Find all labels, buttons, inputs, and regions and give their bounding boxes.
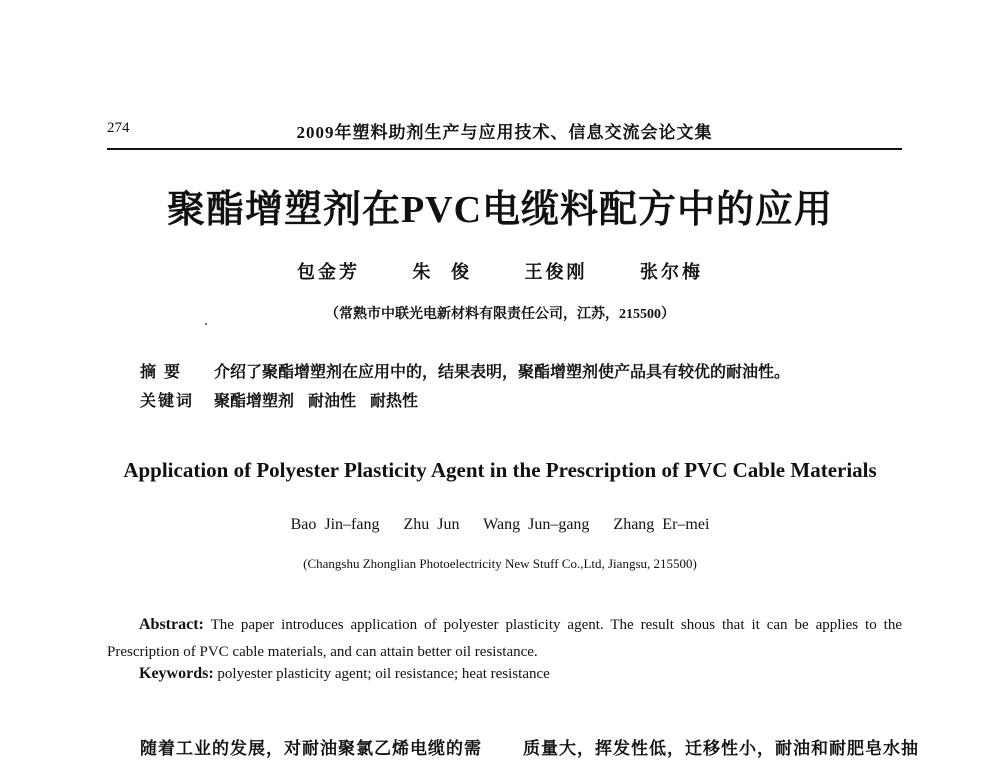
keyword: 耐热性 — [370, 393, 419, 410]
keywords-chinese — [140, 388, 432, 411]
abstract-label: 摘 要 — [140, 364, 183, 381]
page-header — [107, 118, 902, 150]
authors-chinese — [0, 258, 1000, 284]
affiliation-chinese: （常熟市中联光电新材料有限责任公司，江苏，215500） — [325, 307, 675, 322]
author-name: 朱 俊 — [412, 262, 472, 282]
authors-english: Bao Jin–fang Zhu Jun Wang Jun–gang Zhang Er–mei — [290, 516, 710, 533]
abstract-text: 介绍了聚酯增塑剂在应用中的，结果表明，聚酯增塑剂使产品具有较优的耐油性。 — [214, 364, 791, 381]
keyword: 耐油性 — [308, 393, 357, 410]
body-text-column-right: 质量大，挥发性低，迁移性小，耐油和耐肥皂水抽 — [523, 739, 919, 758]
abstract-en-text: The paper introduces application of polyester plasticity agent. The result shous that it can be applies to the Prescription of PVC cable materials, and can attain better oil resistance. — [107, 617, 902, 660]
keywords-label: 关键词 — [140, 393, 195, 410]
running-title: 2009年塑料助剂生产与应用技术、信息交流会论文集 — [296, 123, 713, 142]
scan-speck — [205, 323, 207, 325]
body-text-column-left: 随着工业的发展，对耐油聚氯乙烯电缆的需 — [140, 739, 482, 758]
page-number: 274 — [107, 120, 130, 136]
paper-title-chinese: 聚酯增塑剂在PVC电缆料配方中的应用 — [166, 189, 834, 231]
paper-title-english: Application of Polyester Plasticity Agent in the Prescription of PVC Cable Materials — [123, 458, 877, 482]
keyword: 聚酯增塑剂 — [214, 393, 295, 410]
author-name: 王俊刚 — [524, 262, 588, 282]
abstract-en-label: Abstract: — [139, 616, 204, 633]
keywords-en-label: Keywords: — [139, 665, 214, 682]
author-name: 包金芳 — [297, 262, 360, 282]
author-name: 张尔梅 — [640, 262, 703, 282]
keywords-en-text: polyester plasticity agent; oil resistance; heat resistance — [217, 666, 550, 682]
abstract-english — [107, 611, 902, 666]
abstract-chinese — [140, 359, 790, 382]
affiliation-english: (Changshu Zhonglian Photoelectricity New Stuff Co.,Ltd, Jiangsu, 215500) — [303, 556, 697, 571]
keywords-english — [139, 665, 550, 683]
